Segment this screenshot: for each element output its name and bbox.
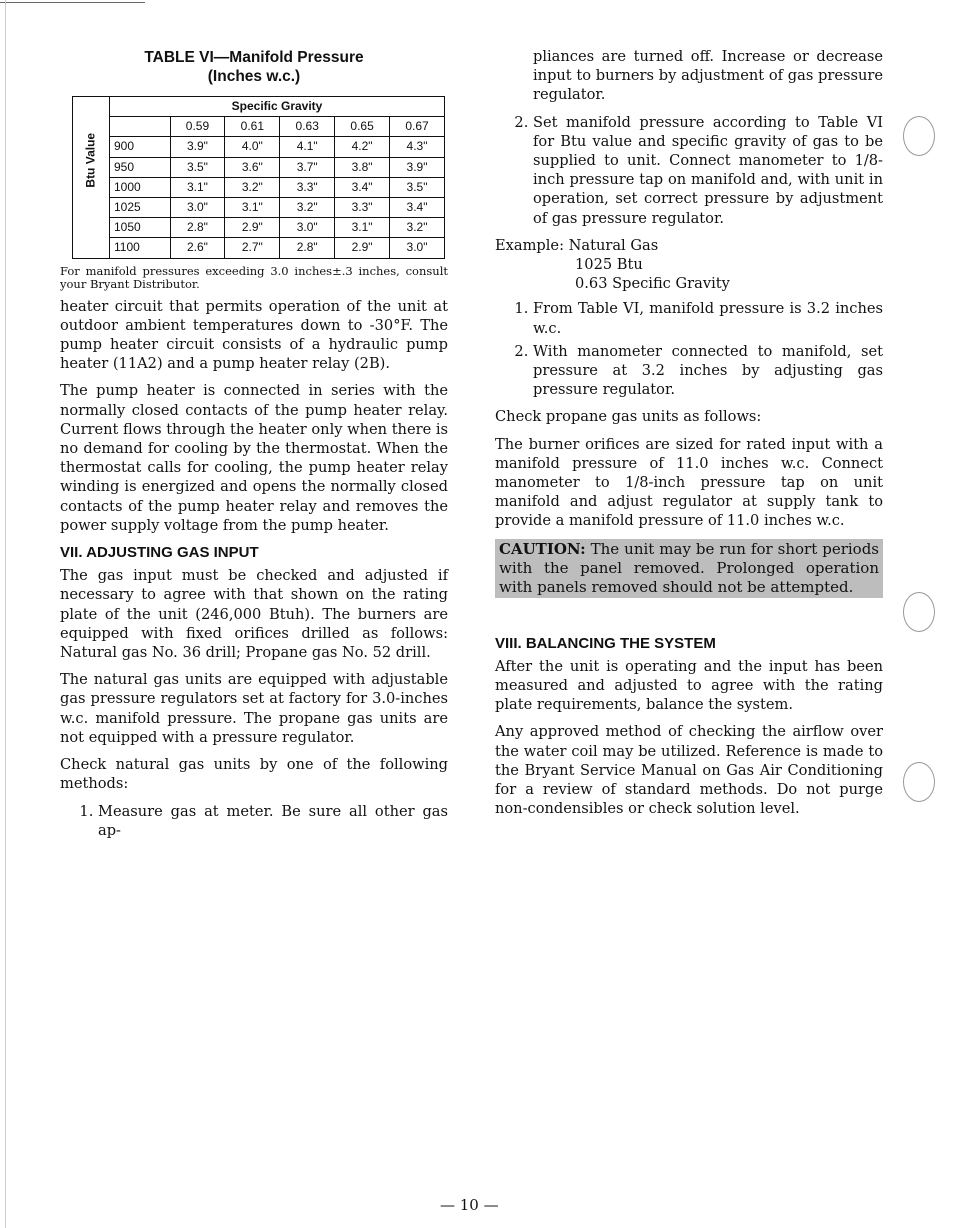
pressure-cell: 2.9" [225,218,280,238]
paragraph: Check natural gas units by one of the following methods: [60,756,448,793]
specific-gravity-header: Specific Gravity [110,97,445,117]
pressure-cell: 3.9" [170,137,225,157]
pressure-cell: 3.4" [335,177,390,197]
table-row [73,137,445,157]
paragraph: Any approved method of checking the airflow over the water coil may be utilized. Reference is made to the Bryant Service Manual on Gas Air Conditioning for a review of standard methods. Do not purge non-condensibles or check solution level. [495,723,883,818]
example-gravity: 0.63 Specific Gravity [575,275,730,293]
pressure-cell: 3.3" [280,177,335,197]
pressure-cell: 3.5" [170,157,225,177]
btu-cell: 1100 [110,238,171,258]
table-title: TABLE VI—Manifold Pressure [144,49,364,66]
page-number: — 10 — [440,1196,499,1214]
pressure-cell: 4.0" [225,137,280,157]
row-group-header [73,97,110,259]
paragraph: pliances are turned off. Increase or decrease input to burners by adjustment of gas pressure regulator. [533,48,883,104]
caution-text: The unit may be run for short periods with the panel removed. Prolonged operation with panels removed should not be attempted. [499,539,879,596]
table-row [73,157,445,177]
column-header: 0.59 [170,117,225,137]
pressure-cell: 3.7" [280,157,335,177]
pressure-cell: 2.8" [280,238,335,258]
pressure-cell: 2.9" [335,238,390,258]
pressure-cell: 3.0" [280,218,335,238]
corner-cell [110,117,171,137]
right-column [495,47,883,827]
pressure-cell: 3.1" [225,198,280,218]
pressure-cell: 3.1" [170,177,225,197]
punch-hole [903,592,935,632]
pressure-cell: 4.1" [280,137,335,157]
pressure-cell: 3.0" [390,238,445,258]
column-header: 0.63 [280,117,335,137]
column-header: 0.65 [335,117,390,137]
paragraph: The gas input must be checked and adjusted if necessary to agree with that shown on the rating plate of the unit (246,000 Btuh). The burners are equipped with fixed orifices drilled as follows: Natural gas No. 36 drill; Propane gas No. 52 drill. [60,567,448,662]
btu-cell: 1050 [110,218,171,238]
btu-cell: 1000 [110,177,171,197]
pressure-cell: 3.9" [390,157,445,177]
paragraph: Check propane gas units as follows: [495,408,762,426]
paragraph: After the unit is operating and the input has been measured and adjusted to agree with the rating plate requirements, balance the system. [495,657,883,714]
btu-cell: 900 [110,137,171,157]
table-row [73,238,445,258]
punch-hole [903,116,935,156]
list-item: 1. Measure gas at meter. Be sure all other gas ap- [98,802,448,840]
section-heading-vii: VII. ADJUSTING GAS INPUT [60,544,259,562]
list-item: 1. From Table VI, manifold pressure is 3.2 inches w.c. [533,299,883,337]
manifold-pressure-table [72,96,445,259]
caution-label: CAUTION: [499,539,586,558]
pressure-cell: 3.8" [335,157,390,177]
pressure-cell: 3.2" [390,218,445,238]
pressure-cell: 3.3" [335,198,390,218]
caution-box [495,539,883,598]
scan-edge-line [5,0,6,1228]
pressure-cell: 3.2" [225,177,280,197]
btu-value-label: Btu Value [83,132,98,188]
pressure-cell: 3.6" [225,157,280,177]
scan-edge-line [0,2,145,3]
pressure-cell: 2.8" [170,218,225,238]
list-item: 2. Set manifold pressure according to Table VI for Btu value and specific gravity of gas to be supplied to unit. Connect manometer to 1/8-inch pressure tap on manifold and, with unit in operation, set correct pressure by adjustment of gas pressure regulator. [533,113,883,228]
pressure-cell: 3.1" [335,218,390,238]
column-header: 0.67 [390,117,445,137]
left-column [60,48,448,848]
section-heading-viii: VIII. BALANCING THE SYSTEM [495,634,716,652]
column-header: 0.61 [225,117,280,137]
pressure-cell: 2.6" [170,238,225,258]
paragraph: The natural gas units are equipped with adjustable gas pressure regulators set at factory for 3.0-inches w.c. manifold pressure. The propane gas units are not equipped with a pressure regulator. [60,671,448,746]
pressure-cell: 3.5" [390,177,445,197]
punch-hole [903,762,935,802]
example-label: Example: Natural Gas [495,236,659,254]
btu-cell: 950 [110,157,171,177]
paragraph: The burner orifices are sized for rated input with a manifold pressure of 11.0 inches w.c. Connect manometer to 1/8-inch pressure tap on unit manifold and adjust regulator at supply tank to provide a manifold pressure of 11.0 inches w.c. [495,435,883,530]
pressure-cell: 4.3" [390,137,445,157]
paragraph: heater circuit that permits operation of the unit at outdoor ambient temperatures down to -30°F. The pump heater circuit consists of a hydraulic pump heater (11A2) and a pump heater relay (2B). [60,297,448,373]
table-row [73,198,445,218]
list-item: 2. With manometer connected to manifold, set pressure at 3.2 inches by adjusting gas pressure regulator. [533,342,883,400]
pressure-cell: 3.0" [170,198,225,218]
pressure-cell: 3.4" [390,198,445,218]
btu-cell: 1025 [110,198,171,218]
table-row [73,218,445,238]
table-note: For manifold pressures exceeding 3.0 inches±.3 inches, consult your Bryant Distributor. [60,263,448,291]
pressure-cell: 4.2" [335,137,390,157]
table-subtitle: (Inches w.c.) [207,68,301,85]
pressure-cell: 3.2" [280,198,335,218]
table-row [73,177,445,197]
example-btu: 1025 Btu [575,256,643,274]
pressure-cell: 2.7" [225,238,280,258]
paragraph: The pump heater is connected in series with the normally closed contacts of the pump heater relay. Current flows through the heater only when there is no demand for cooling by the thermostat. When the thermostat calls for cooling, the pump heater relay winding is energized and opens the normally closed contacts of the pump heater relay and removes the power supply voltage from the pump heater. [60,382,449,534]
